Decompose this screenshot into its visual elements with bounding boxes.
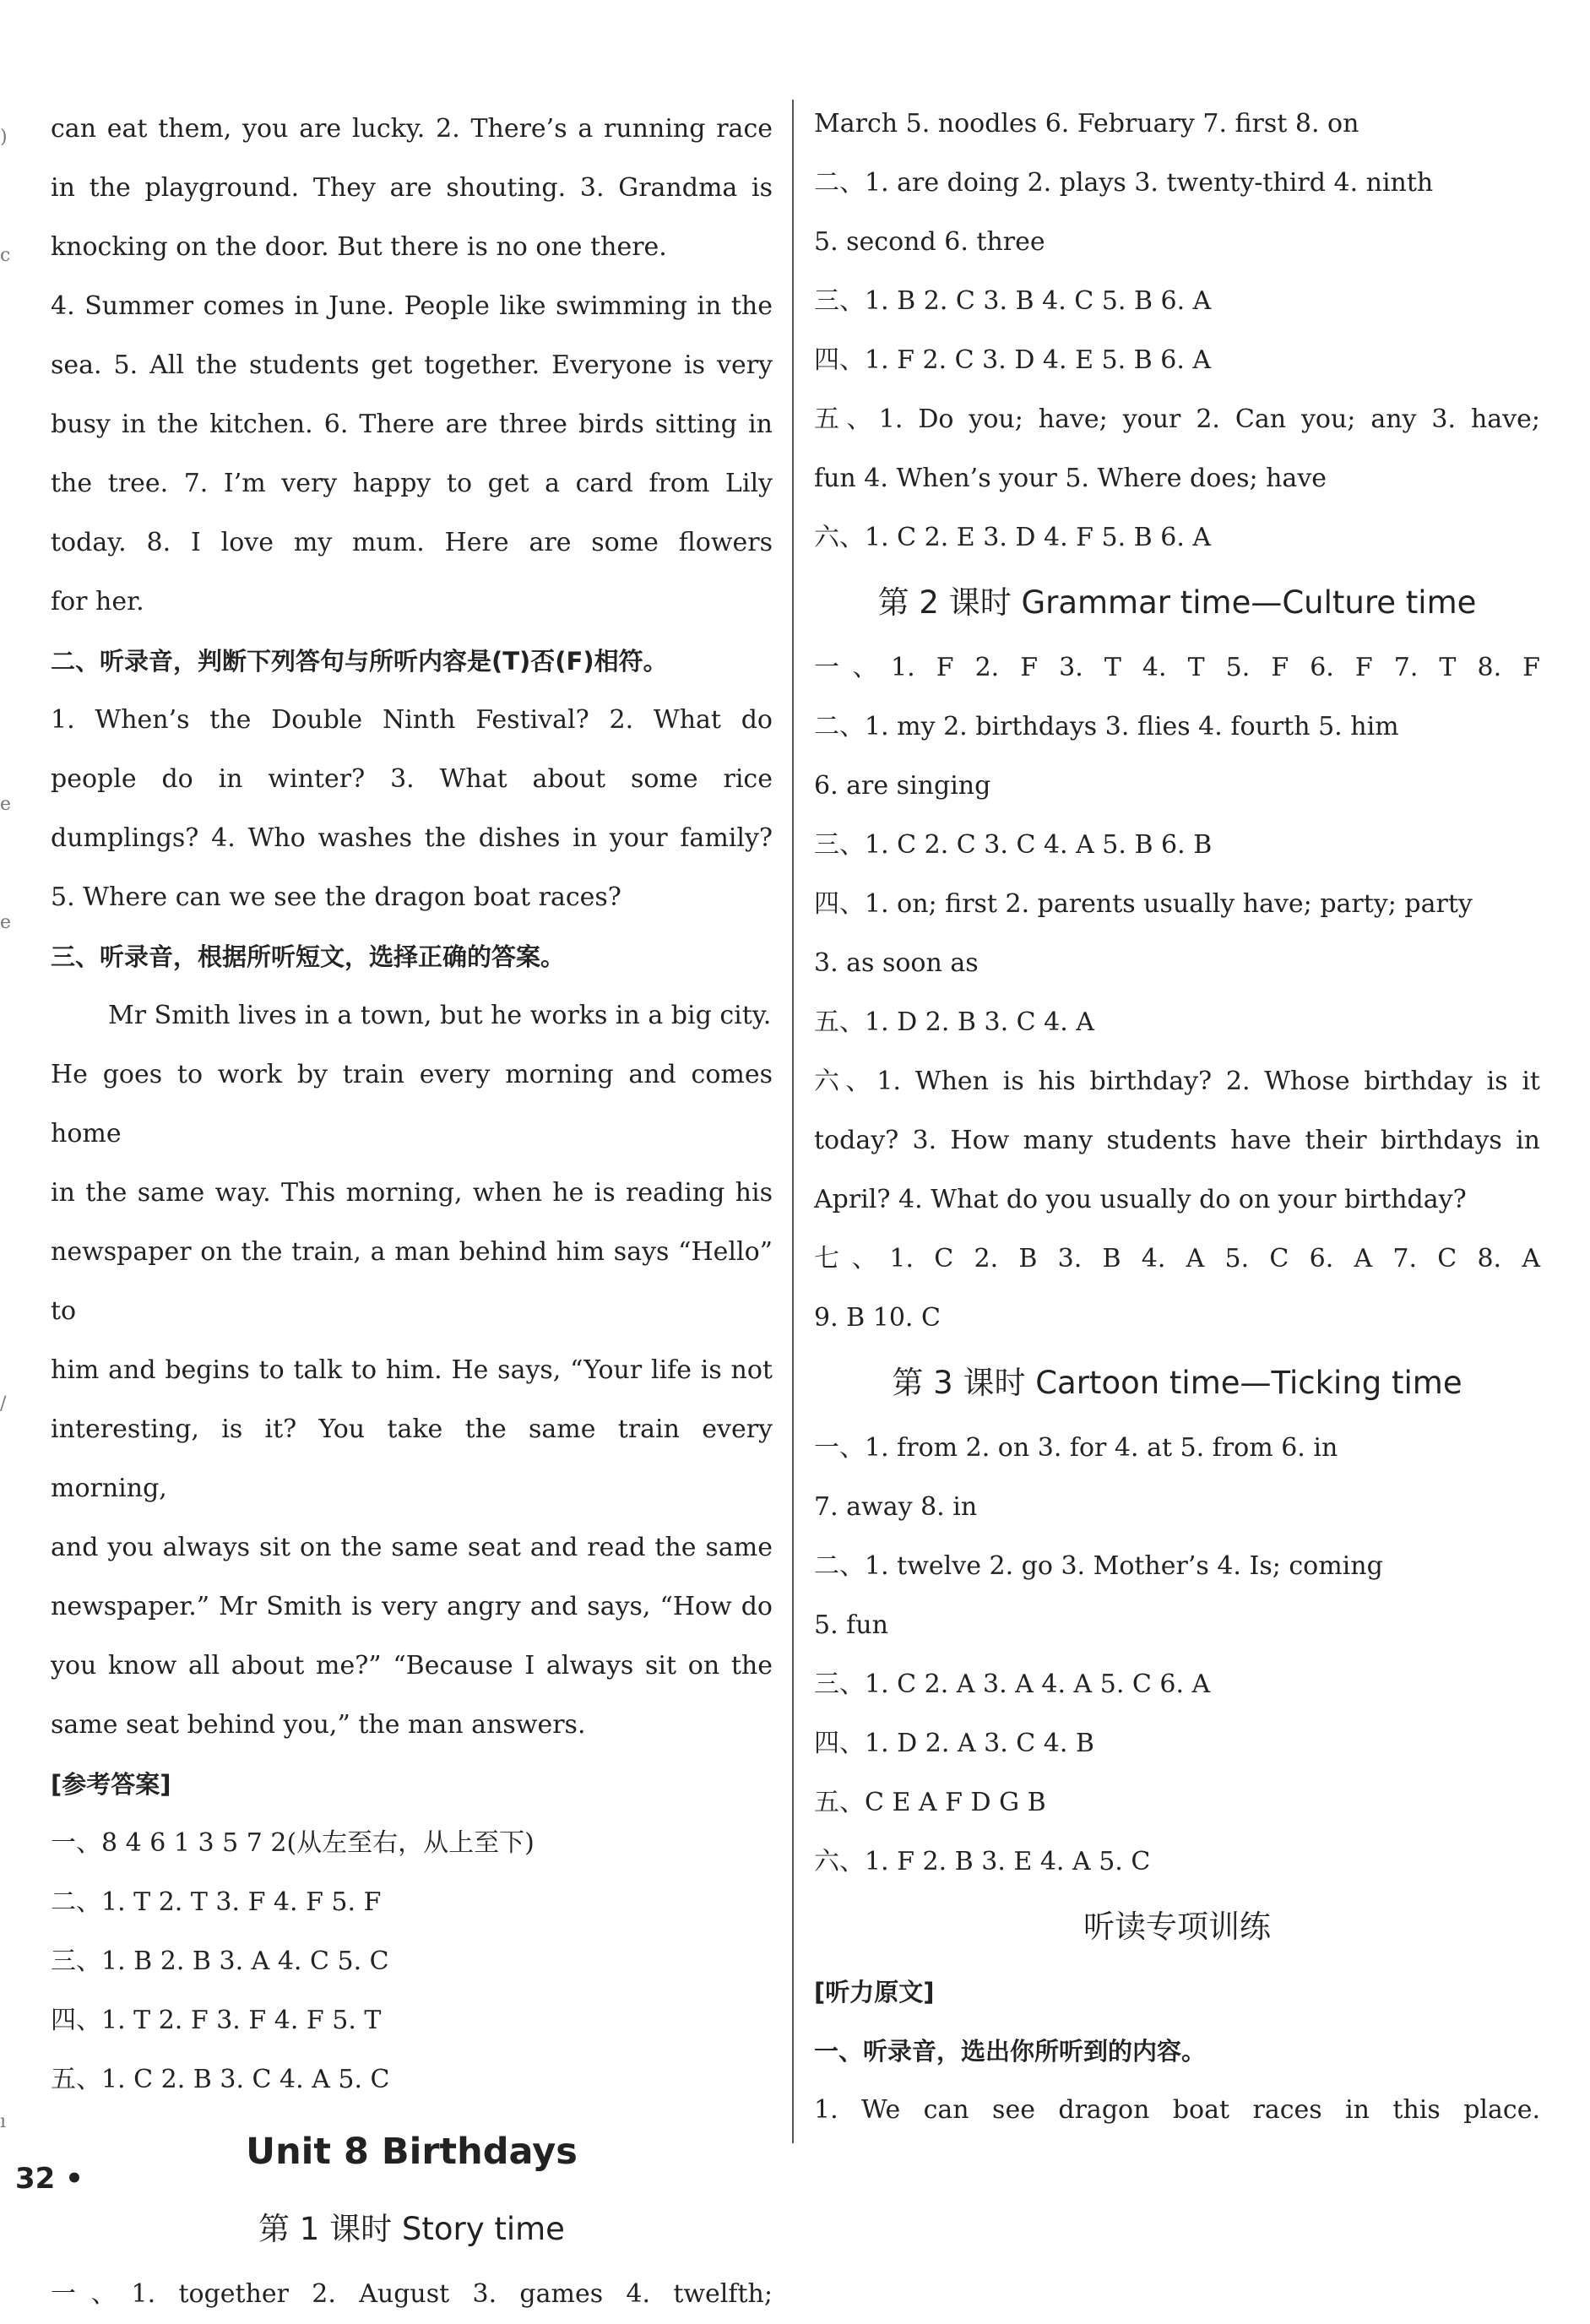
answer-line: 一、1. from 2. on 3. for 4. at 5. from 6. in <box>814 1433 1338 1463</box>
column-divider <box>792 100 794 2143</box>
edge-mark: / <box>0 1393 7 1414</box>
script-heading: [听力原文] <box>814 1978 935 2006</box>
edge-mark: e <box>0 794 12 815</box>
text-line: 5. Where can we see the dragon boat races? <box>51 882 621 912</box>
text-line: for her. <box>51 587 144 616</box>
answer-heading: [参考答案] <box>51 1770 171 1799</box>
answer-line: 五、1. C 2. B 3. C 4. A 5. C <box>51 2065 390 2094</box>
passage-line: He goes to work by train every morning and comes home <box>51 1060 773 1148</box>
answer-line: 二、1. my 2. birthdays 3. flies 4. fourth 5. him <box>814 712 1399 741</box>
section-title: 一、听录音，选出你所听到的内容。 <box>814 2037 1207 2066</box>
text-line: dumplings? 4. Who washes the dishes in your family? <box>51 823 773 853</box>
passage-line: newspaper.” Mr Smith is very angry and says, “How do <box>51 1592 773 1621</box>
lesson-title: 第 3 课时 Cartoon time—Ticking time <box>892 1365 1462 1401</box>
answer-line: March 5. noodles 6. February 7. first 8. on <box>814 109 1359 138</box>
text-line: people do in winter? 3. What about some rice <box>51 764 773 794</box>
answer-line: 二、1. twelve 2. go 3. Mother’s 4. Is; coming <box>814 1551 1383 1581</box>
edge-mark: ) <box>0 127 8 148</box>
answer-line: 三、1. B 2. C 3. B 4. C 5. B 6. A <box>814 286 1212 316</box>
answer-line: 四、1. T 2. F 3. F 4. F 5. T <box>51 2006 382 2035</box>
answer-line: 四、1. F 2. C 3. D 4. E 5. B 6. A <box>814 345 1212 375</box>
text-line: 4. Summer comes in June. People like swimming in the <box>51 291 773 321</box>
text-line: today. 8. I love my mum. Here are some flowers <box>51 528 773 557</box>
answer-line: 七、1. C 2. B 3. B 4. A 5. C 6. A 7. C 8. A <box>814 1244 1540 1273</box>
answer-line: 9. B 10. C <box>814 1303 941 1333</box>
answer-line: April? 4. What do you usually do on your birthday? <box>814 1185 1467 1214</box>
text-line: 1. We can see dragon boat races in this place. <box>814 2095 1540 2125</box>
answer-line: 一、1. together 2. August 3. games 4. twelfth; <box>51 2279 773 2309</box>
answer-line: 5. second 6. three <box>814 227 1045 257</box>
answer-line: 5. fun <box>814 1610 888 1640</box>
right-column <box>814 95 1540 2140</box>
answer-line: 四、1. on; first 2. parents usually have; party; party <box>814 889 1473 919</box>
section-title: 二、听录音，判断下列答句与所听内容是(T)否(F)相符。 <box>51 647 668 676</box>
answer-line: 五、1. Do you; have; your 2. Can you; any 3. have; <box>814 405 1540 434</box>
section-heading: 听读专项训练 <box>1083 1909 1271 1945</box>
answer-line: fun 4. When’s your 5. Where does; have <box>814 464 1327 493</box>
lesson-title: 第 1 课时 Story time <box>258 2211 565 2247</box>
answer-line: 三、1. C 2. A 3. A 4. A 5. C 6. A <box>814 1670 1211 1699</box>
answer-line: 6. are singing <box>814 771 991 801</box>
answer-line: 3. as soon as <box>814 948 979 978</box>
passage-line: newspaper on the train, a man behind him says “Hello” to <box>51 1237 773 1326</box>
text-line: the tree. 7. I’m very happy to get a card from Lily <box>51 469 773 498</box>
text-line: knocking on the door. But there is no one there. <box>51 232 667 262</box>
answer-line: 7. away 8. in <box>814 1492 978 1522</box>
answer-line: 六、1. C 2. E 3. D 4. F 5. B 6. A <box>814 523 1212 552</box>
answer-line: today? 3. How many students have their birthdays in <box>814 1126 1540 1155</box>
passage-line: you know all about me?” “Because I always sit on the <box>51 1651 773 1681</box>
answer-line: 六、1. F 2. B 3. E 4. A 5. C <box>814 1847 1151 1876</box>
text-line: in the playground. They are shouting. 3. Grandma is <box>51 173 773 203</box>
passage-line: Mr Smith lives in a town, but he works in a big city. <box>108 1001 772 1030</box>
text-line: busy in the kitchen. 6. There are three birds sitting in <box>51 410 773 439</box>
text-line: sea. 5. All the students get together. Everyone is very <box>51 350 773 380</box>
answer-line: 一、1. F 2. F 3. T 4. T 5. F 6. F 7. T 8. F <box>814 653 1540 682</box>
edge-mark: c <box>0 245 11 266</box>
answer-line: 二、1. are doing 2. plays 3. twenty-third 4. ninth <box>814 168 1434 198</box>
answer-line: 三、1. B 2. B 3. A 4. C 5. C <box>51 1947 389 1976</box>
passage-line: him and begins to talk to him. He says, “Your life is not <box>51 1355 773 1385</box>
answer-line: 五、1. D 2. B 3. C 4. A <box>814 1007 1094 1037</box>
text-line: 1. When’s the Double Ninth Festival? 2. What do <box>51 705 773 735</box>
passage-line: and you always sit on the same seat and read the same <box>51 1533 773 1562</box>
left-column <box>51 100 773 2324</box>
answer-line: 一、8 4 6 1 3 5 7 2(从左至右，从上至下) <box>51 1828 535 1858</box>
page-number: 32 • <box>15 2162 84 2196</box>
text-line: can eat them, you are lucky. 2. There’s a running race <box>51 114 773 144</box>
unit-title: Unit 8 Birthdays <box>246 2131 578 2173</box>
answer-line: 四、1. D 2. A 3. C 4. B <box>814 1729 1094 1758</box>
edge-mark: e <box>0 912 12 933</box>
section-title: 三、听录音，根据所听短文，选择正确的答案。 <box>51 942 566 971</box>
passage-line: interesting, is it? You take the same train every morning, <box>51 1414 773 1503</box>
lesson-title: 第 2 课时 Grammar time—Culture time <box>877 584 1477 621</box>
answer-line: 二、1. T 2. T 3. F 4. F 5. F <box>51 1887 382 1917</box>
passage-line: in the same way. This morning, when he is reading his <box>51 1178 773 1208</box>
passage-line: same seat behind you,” the man answers. <box>51 1710 586 1740</box>
edge-mark: ı <box>0 2111 7 2132</box>
answer-line: 五、C E A F D G B <box>814 1788 1046 1817</box>
answer-line: 六、1. When is his birthday? 2. Whose birthday is it <box>814 1067 1540 1096</box>
answer-line: 三、1. C 2. C 3. C 4. A 5. B 6. B <box>814 830 1213 860</box>
